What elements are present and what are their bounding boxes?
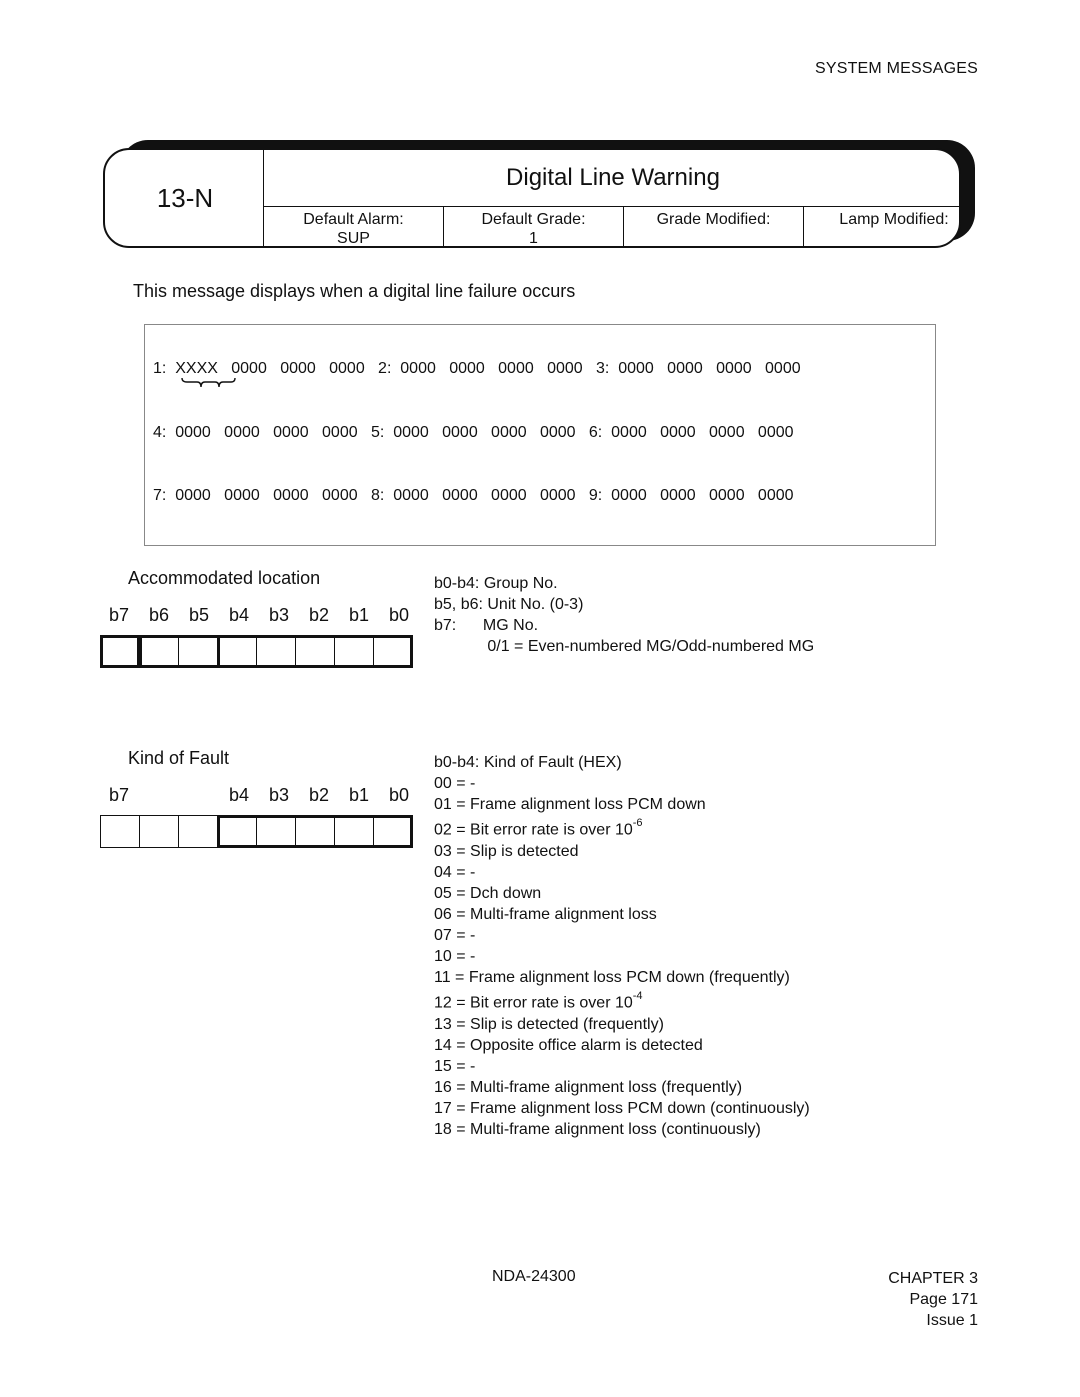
fault-code: 10 = - [434, 948, 476, 966]
bit-cell [373, 815, 413, 848]
bit-label: b2 [308, 605, 330, 625]
message-format-box [144, 324, 936, 546]
fault-code: 11 = Frame alignment loss PCM down (frequently) [434, 969, 790, 987]
bit-cell [178, 815, 218, 848]
description-line: b0-b4: Group No. [434, 575, 558, 592]
fault-code [434, 815, 810, 840]
default-grade-cell [444, 207, 624, 248]
accommodated-bit-cells [100, 635, 412, 668]
default-alarm-cell [264, 207, 444, 248]
message-description: This message displays when a digital line failure occurs [133, 281, 576, 301]
accommodated-bit-header [99, 605, 419, 626]
bit-label [179, 785, 219, 806]
bit-label [139, 785, 179, 806]
bit-label: b3 [268, 785, 290, 805]
message-row-2: 4: 0000 0000 0000 0000 5: 0000 0000 0000 0000 6: 0000 0000 0000 0000 [153, 424, 794, 441]
description-line: b7: MG No. [434, 617, 539, 635]
title-block [103, 148, 961, 248]
bit-brace-icon [181, 377, 237, 389]
default-alarm-value: SUP [337, 230, 370, 247]
section-header: SYSTEM MESSAGES [814, 60, 978, 77]
fault-code [434, 988, 810, 1013]
bit-cell [256, 635, 296, 668]
issue-label: Issue 1 [926, 1312, 978, 1329]
bit-cell [100, 635, 140, 668]
page-number: Page 171 [909, 1291, 978, 1308]
fault-heading: b0-b4: Kind of Fault (HEX) [434, 754, 622, 771]
fault-code: 06 = Multi-frame alignment loss [434, 905, 657, 923]
bit-cell [217, 635, 257, 668]
bit-cell [139, 635, 179, 668]
message-row-3: 7: 0000 0000 0000 0000 8: 0000 0000 0000 0000 9: 0000 0000 0000 0000 [153, 487, 794, 504]
message-code: 13-N [156, 182, 214, 213]
bit-label: b6 [148, 605, 170, 625]
bit-cell [100, 815, 140, 848]
bit-label: b1 [348, 785, 370, 805]
bit-cell [334, 635, 374, 668]
fault-code: 00 = - [434, 775, 476, 793]
bit-label: b5 [188, 605, 210, 625]
default-alarm-label: Default Alarm: [303, 211, 404, 228]
bit-cell [256, 815, 296, 848]
description-line: 0/1 = Even-numbered MG/Odd-numbered MG [434, 638, 815, 656]
kind-of-fault-label: Kind of Fault [128, 748, 230, 768]
chapter-label: CHAPTER 3 [888, 1270, 978, 1287]
fault-code: 18 = Multi-frame alignment loss (continuously) [434, 1121, 761, 1139]
bit-cell [178, 635, 218, 668]
bit-label: b4 [228, 785, 250, 805]
bit-label: b7 [108, 785, 130, 805]
bit-label: b0 [388, 785, 410, 805]
fault-code: 15 = - [434, 1057, 476, 1075]
fault-code-text: 02 = Bit error rate is over 10 [434, 821, 633, 839]
bit-cell [334, 815, 374, 848]
fault-bit-header [99, 785, 419, 806]
bit-label: b4 [228, 605, 250, 625]
grade-modified-label: Grade Modified: [656, 211, 771, 228]
lamp-modified-label: Lamp Modified: [839, 211, 949, 228]
fault-code-text: 12 = Bit error rate is over 10 [434, 994, 633, 1012]
bit-cell [373, 635, 413, 668]
default-grade-value: 1 [529, 230, 538, 247]
bit-cell [139, 815, 179, 848]
bit-cell [295, 635, 335, 668]
exponent: -6 [632, 817, 643, 830]
lamp-modified-cell [804, 207, 961, 248]
bit-label: b0 [388, 605, 410, 625]
bit-label: b3 [268, 605, 290, 625]
alarm-info-grid [264, 206, 961, 248]
bit-cell [295, 815, 335, 848]
grade-modified-cell [624, 207, 804, 248]
bit-cell [217, 815, 257, 848]
fault-code: 16 = Multi-frame alignment loss (frequently) [434, 1079, 743, 1097]
message-row-1: 1: XXXX 0000 0000 0000 2: 0000 0000 0000 0000 3: 0000 0000 0000 0000 [153, 360, 801, 377]
exponent: -4 [632, 990, 643, 1003]
fault-code: 04 = - [434, 863, 476, 881]
page-info [888, 1268, 978, 1331]
fault-code: 05 = Dch down [434, 884, 542, 902]
accommodated-location-label: Accommodated location [128, 568, 321, 588]
fault-code: 07 = - [434, 927, 476, 945]
fault-bit-cells [100, 815, 412, 848]
fault-code: 01 = Frame alignment loss PCM down [434, 796, 706, 814]
bit-label: b2 [308, 785, 330, 805]
accommodated-bit-description [434, 573, 814, 657]
description-line: b5, b6: Unit No. (0-3) [434, 596, 584, 614]
fault-code: 14 = Opposite office alarm is detected [434, 1036, 703, 1054]
document-number: NDA-24300 [492, 1268, 576, 1285]
fault-code: 03 = Slip is detected [434, 842, 579, 860]
default-grade-label: Default Grade: [481, 211, 586, 228]
fault-code: 17 = Frame alignment loss PCM down (continuously) [434, 1100, 810, 1118]
bit-label: b1 [348, 605, 370, 625]
message-title: Digital Line Warning [506, 164, 720, 191]
fault-code: 13 = Slip is detected (frequently) [434, 1015, 664, 1033]
fault-code-list [434, 752, 810, 1140]
bit-label: b7 [108, 605, 130, 625]
